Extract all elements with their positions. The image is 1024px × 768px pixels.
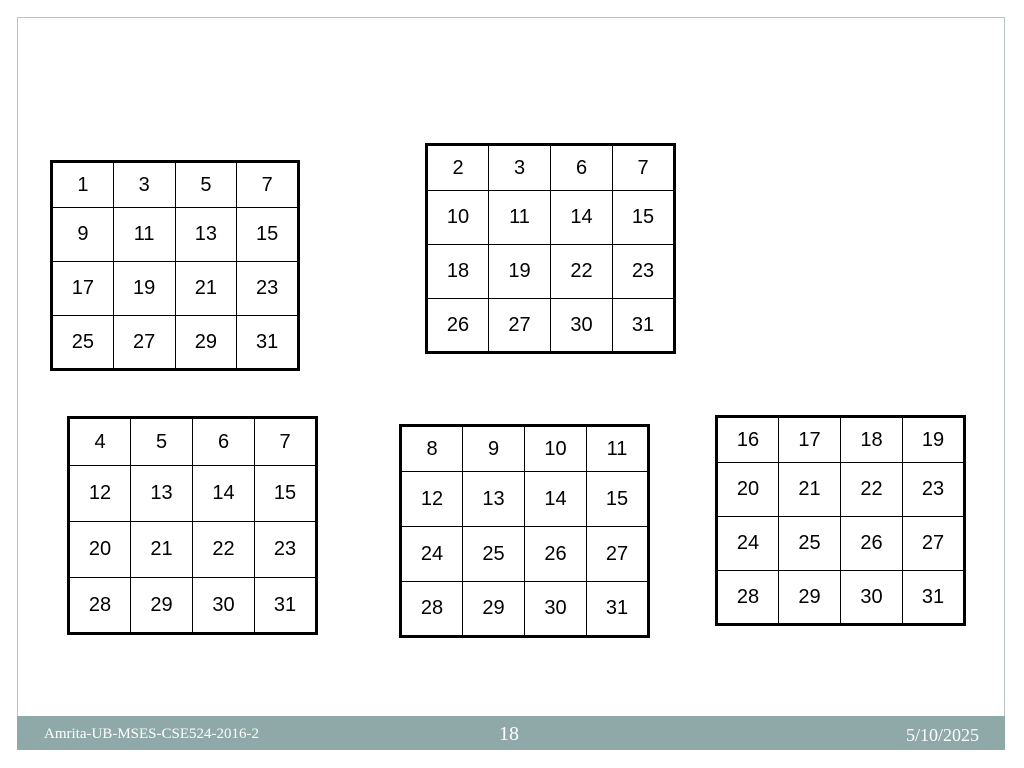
table-row	[427, 145, 675, 191]
table-row	[69, 578, 317, 634]
number-cell: 12	[69, 466, 131, 522]
number-cell: 23	[237, 262, 299, 316]
footer-bar	[17, 716, 1005, 750]
number-cell: 4	[69, 418, 131, 466]
number-cell: 29	[175, 316, 237, 370]
number-cell: 25	[52, 316, 114, 370]
number-cell: 7	[237, 162, 299, 208]
number-cell: 27	[587, 527, 649, 582]
number-cell: 2	[427, 145, 489, 191]
number-cell: 20	[717, 463, 779, 517]
number-cell: 22	[841, 463, 903, 517]
number-cell: 18	[841, 417, 903, 463]
number-card-2	[425, 143, 676, 354]
number-cell: 15	[613, 191, 675, 245]
number-cell: 12	[401, 472, 463, 527]
number-cell: 27	[903, 517, 965, 571]
table-row	[427, 191, 675, 245]
table-row	[52, 208, 299, 262]
number-cell: 28	[717, 571, 779, 625]
number-cell: 1	[52, 162, 114, 208]
number-cell: 21	[175, 262, 237, 316]
number-card-1	[50, 160, 300, 371]
number-card-4	[67, 416, 318, 635]
number-cell: 10	[427, 191, 489, 245]
number-cell: 23	[613, 245, 675, 299]
number-cell: 11	[489, 191, 551, 245]
number-cell: 16	[717, 417, 779, 463]
number-cell: 21	[131, 522, 193, 578]
number-cell: 11	[587, 426, 649, 472]
number-cell: 31	[587, 582, 649, 637]
table-row	[401, 527, 649, 582]
number-cell: 25	[779, 517, 841, 571]
number-cell: 6	[551, 145, 613, 191]
table-row	[52, 262, 299, 316]
number-cell: 22	[193, 522, 255, 578]
table-row	[401, 582, 649, 637]
number-cell: 24	[717, 517, 779, 571]
number-cell: 14	[525, 472, 587, 527]
number-cell: 21	[779, 463, 841, 517]
number-cell: 29	[131, 578, 193, 634]
number-cell: 17	[779, 417, 841, 463]
table-row	[69, 418, 317, 466]
footer-course-label: Amrita-UB-MSES-CSE524-2016-2	[44, 726, 259, 742]
number-cell: 25	[463, 527, 525, 582]
number-card-16	[715, 415, 966, 626]
footer-date: 5/10/2025	[905, 725, 979, 745]
number-cell: 6	[193, 418, 255, 466]
number-cell: 10	[525, 426, 587, 472]
number-cell: 23	[903, 463, 965, 517]
number-cell: 13	[175, 208, 237, 262]
number-cell: 8	[401, 426, 463, 472]
table-row	[427, 299, 675, 353]
number-cell: 28	[401, 582, 463, 637]
number-cell: 26	[525, 527, 587, 582]
table-row	[717, 463, 965, 517]
number-cell: 7	[255, 418, 317, 466]
number-cell: 3	[489, 145, 551, 191]
table-row	[717, 517, 965, 571]
table-row	[52, 316, 299, 370]
number-cell: 30	[551, 299, 613, 353]
number-cell: 14	[551, 191, 613, 245]
number-cell: 29	[463, 582, 525, 637]
number-card-8	[399, 424, 650, 638]
number-cell: 22	[551, 245, 613, 299]
number-cell: 27	[489, 299, 551, 353]
number-cell: 31	[903, 571, 965, 625]
number-cell: 30	[193, 578, 255, 634]
number-cell: 27	[113, 316, 175, 370]
number-cell: 24	[401, 527, 463, 582]
number-cell: 9	[463, 426, 525, 472]
number-cell: 15	[255, 466, 317, 522]
number-cell: 19	[113, 262, 175, 316]
table-row	[69, 466, 317, 522]
number-cell: 30	[525, 582, 587, 637]
number-cell: 5	[175, 162, 237, 208]
table-row	[717, 417, 965, 463]
table-row	[427, 245, 675, 299]
number-cell: 9	[52, 208, 114, 262]
number-cell: 18	[427, 245, 489, 299]
number-cell: 31	[613, 299, 675, 353]
number-cell: 26	[427, 299, 489, 353]
table-row	[52, 162, 299, 208]
number-cell: 31	[237, 316, 299, 370]
table-row	[69, 522, 317, 578]
table-row	[717, 571, 965, 625]
page-number: 18	[499, 723, 519, 745]
number-cell: 3	[113, 162, 175, 208]
number-cell: 13	[131, 466, 193, 522]
number-cell: 19	[903, 417, 965, 463]
number-cell: 15	[587, 472, 649, 527]
table-row	[401, 426, 649, 472]
number-cell: 31	[255, 578, 317, 634]
number-cell: 30	[841, 571, 903, 625]
number-cell: 15	[237, 208, 299, 262]
number-cell: 17	[52, 262, 114, 316]
table-row	[401, 472, 649, 527]
number-cell: 29	[779, 571, 841, 625]
number-cell: 14	[193, 466, 255, 522]
number-cell: 5	[131, 418, 193, 466]
number-cell: 7	[613, 145, 675, 191]
number-cell: 26	[841, 517, 903, 571]
number-cell: 28	[69, 578, 131, 634]
number-cell: 19	[489, 245, 551, 299]
number-cell: 11	[113, 208, 175, 262]
number-cell: 20	[69, 522, 131, 578]
number-cell: 23	[255, 522, 317, 578]
number-cell: 13	[463, 472, 525, 527]
slide	[17, 17, 1005, 750]
